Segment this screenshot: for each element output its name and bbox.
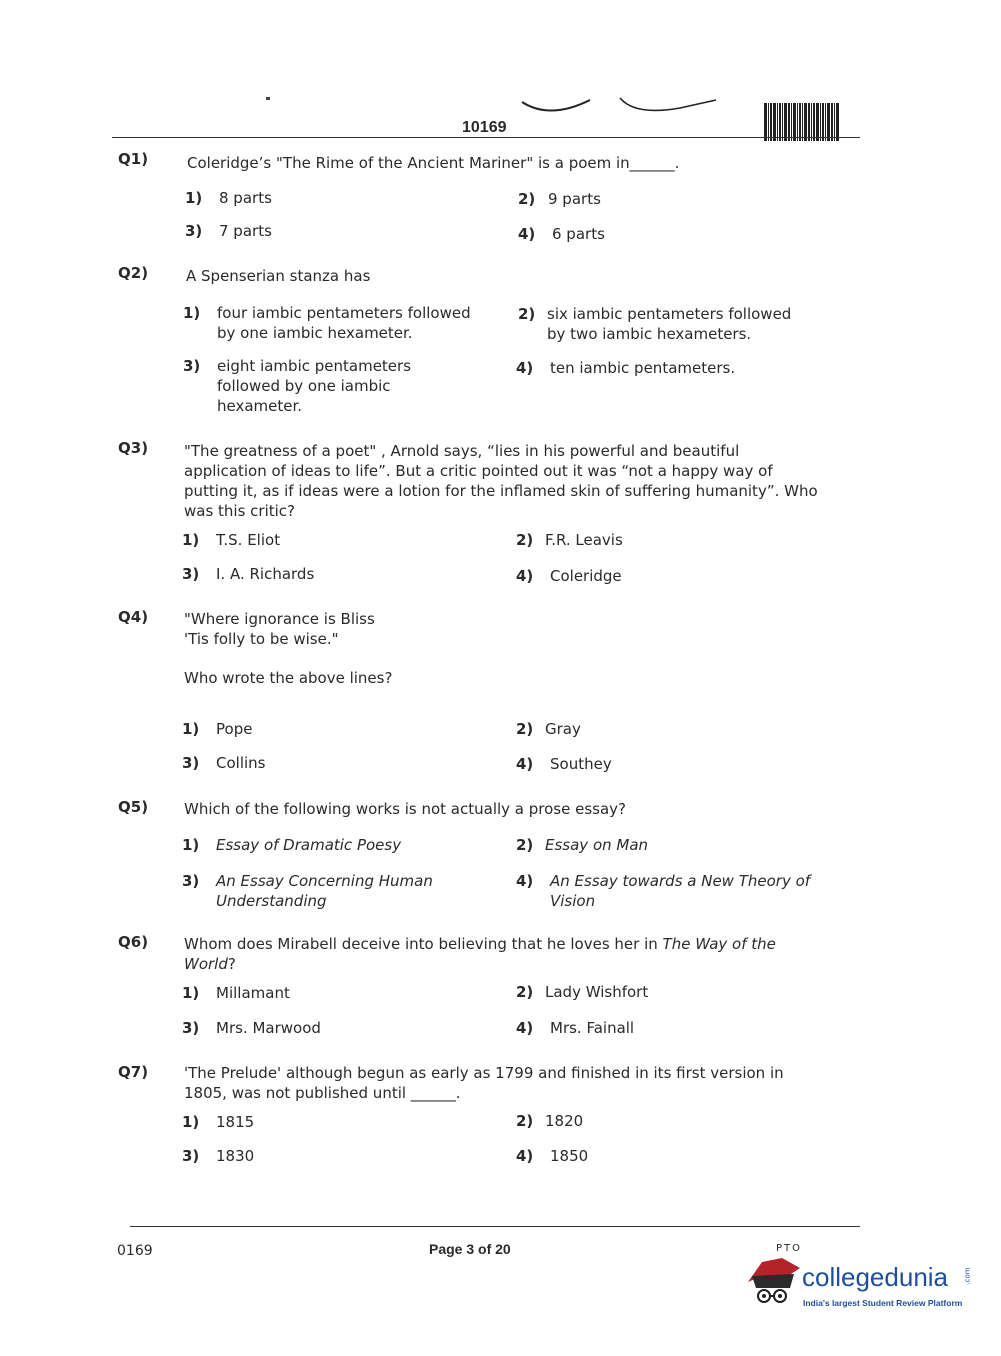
- option-text: I. A. Richards: [216, 565, 315, 583]
- option-number: 3): [182, 754, 200, 772]
- option-number: 4): [516, 755, 534, 773]
- option-text: 1815: [216, 1113, 255, 1131]
- option-text: 7 parts: [219, 222, 272, 240]
- option-4: [516, 1018, 816, 1038]
- option-number: 1): [182, 836, 200, 854]
- option-4: [516, 754, 816, 774]
- option-number: 1): [183, 304, 201, 322]
- option-3: [182, 871, 472, 911]
- option-text: six iambic pentameters followed by two iambic hexameters.: [547, 305, 792, 343]
- option-text: An Essay Concerning Human Understanding: [216, 872, 433, 910]
- pto-label: PTO: [776, 1243, 803, 1254]
- option-1: [182, 530, 482, 550]
- option-number: 2): [518, 305, 536, 323]
- option-2: [516, 719, 816, 739]
- option-text: Essay of Dramatic Poesy: [216, 836, 402, 854]
- option-2: [518, 304, 808, 344]
- option-1: [182, 719, 482, 739]
- option-1: [182, 983, 482, 1003]
- option-2: [516, 1111, 816, 1131]
- option-number: 4): [516, 359, 534, 377]
- option-1: [185, 188, 485, 208]
- question-text: "The greatness of a poet" , Arnold says, “lies in his powerful and beautiful application of ideas to life”. But a critic pointed out it was “not a happy way of putting it, as if ideas were a lotion for the inflamed skin of suffering humanity”. Who was this critic?: [184, 442, 818, 520]
- option-3: [185, 221, 485, 241]
- question-text: Coleridge’s "The Rime of the Ancient Mariner" is a poem in______.: [187, 154, 680, 172]
- option-2: [518, 189, 818, 209]
- option-number: 2): [516, 531, 534, 549]
- option-2: [516, 530, 816, 550]
- option-text: Coleridge: [550, 567, 622, 585]
- option-number: 1): [182, 984, 200, 1002]
- work-title: The Way of the World: [184, 935, 776, 973]
- page-number: Page 3 of 20: [429, 1241, 511, 1257]
- option-text: An Essay towards a New Theory of Vision: [550, 872, 811, 910]
- option-number: 3): [182, 1147, 200, 1165]
- option-number: 4): [516, 1019, 534, 1037]
- option-text: 1850: [550, 1147, 589, 1165]
- question-number: Q7): [118, 1063, 149, 1081]
- option-number: 4): [516, 872, 534, 890]
- option-text: 6 parts: [552, 225, 605, 243]
- barcode: [764, 103, 860, 141]
- question-number: Q4): [118, 608, 149, 626]
- question-number: Q3): [118, 439, 149, 457]
- option-text: Pope: [216, 720, 253, 738]
- question-number: Q1): [118, 150, 149, 168]
- option-4: [518, 224, 818, 244]
- option-3: [182, 1018, 482, 1038]
- question-number: Q2): [118, 264, 149, 282]
- option-1: [182, 835, 482, 855]
- option-number: 3): [182, 872, 200, 890]
- question-number: Q5): [118, 798, 149, 816]
- collegedunia-suffix: .com: [963, 1267, 972, 1285]
- option-4: [516, 358, 816, 378]
- question-number: Q6): [118, 933, 149, 951]
- option-number: 2): [516, 1112, 534, 1130]
- question-text: 'The Prelude' although begun as early as 1799 and finished in its first version in 1805, was not published until ______.: [184, 1064, 784, 1102]
- question-text: Which of the following works is not actually a prose essay?: [184, 800, 627, 818]
- option-number: 1): [182, 531, 200, 549]
- option-number: 2): [518, 190, 536, 208]
- option-text: 9 parts: [548, 190, 601, 208]
- option-number: 3): [182, 1019, 200, 1037]
- option-1: [182, 1112, 482, 1132]
- option-text: ten iambic pentameters.: [550, 359, 736, 377]
- option-number: 4): [516, 1147, 534, 1165]
- option-number: 3): [185, 222, 203, 240]
- paper-code: 10169: [462, 119, 507, 136]
- option-number: 1): [185, 189, 203, 207]
- option-text: 8 parts: [219, 189, 272, 207]
- option-text: Millamant: [216, 984, 290, 1002]
- option-3: [182, 753, 482, 773]
- option-2: [516, 835, 816, 855]
- question-text-pre: Whom does Mirabell deceive into believing that he loves her in: [184, 935, 663, 953]
- option-number: 2): [516, 720, 534, 738]
- option-text: Gray: [545, 720, 581, 738]
- collegedunia-mascot-icon: [742, 1254, 804, 1310]
- option-text: Mrs. Fainall: [550, 1019, 635, 1037]
- header-rule: [112, 137, 860, 138]
- option-text: F.R. Leavis: [545, 531, 623, 549]
- option-text: T.S. Eliot: [216, 531, 281, 549]
- option-4: [516, 871, 816, 911]
- option-text: four iambic pentameters followed by one iambic hexameter.: [217, 304, 471, 342]
- option-number: 3): [182, 565, 200, 583]
- option-text: 1830: [216, 1147, 255, 1165]
- option-3: [183, 356, 433, 416]
- option-text: eight iambic pentameters followed by one iambic hexameter.: [217, 357, 412, 415]
- quote-line-2: 'Tis folly to be wise.": [184, 630, 339, 648]
- option-number: 1): [182, 720, 200, 738]
- collegedunia-tagline: India's largest Student Review Platform: [803, 1298, 963, 1308]
- option-text: Collins: [216, 754, 266, 772]
- option-4: [516, 1146, 816, 1166]
- option-number: 2): [516, 836, 534, 854]
- question-text-post: ?: [227, 955, 236, 973]
- stray-mark: [266, 97, 270, 100]
- footer-paper-code: 0169: [117, 1243, 153, 1259]
- option-number: 1): [182, 1113, 200, 1131]
- option-text: 1820: [545, 1112, 584, 1130]
- option-text: Essay on Man: [545, 836, 649, 854]
- option-2: [516, 982, 816, 1002]
- option-4: [516, 566, 816, 586]
- option-text: Mrs. Marwood: [216, 1019, 321, 1037]
- question-text: [184, 934, 814, 974]
- pen-scribble: [520, 92, 720, 122]
- option-number: 4): [518, 225, 536, 243]
- option-text: Lady Wishfort: [545, 983, 649, 1001]
- option-number: 2): [516, 983, 534, 1001]
- option-number: 3): [183, 357, 201, 375]
- option-1: [183, 303, 483, 343]
- collegedunia-wordmark: collegedunia: [802, 1262, 949, 1292]
- option-number: 4): [516, 567, 534, 585]
- question-text: A Spenserian stanza has: [186, 267, 371, 285]
- footer-rule: [130, 1226, 860, 1227]
- option-3: [182, 564, 482, 584]
- question-text: Who wrote the above lines?: [184, 669, 393, 687]
- option-text: Southey: [550, 755, 612, 773]
- option-3: [182, 1146, 482, 1166]
- quote-line-1: "Where ignorance is Bliss: [184, 610, 375, 628]
